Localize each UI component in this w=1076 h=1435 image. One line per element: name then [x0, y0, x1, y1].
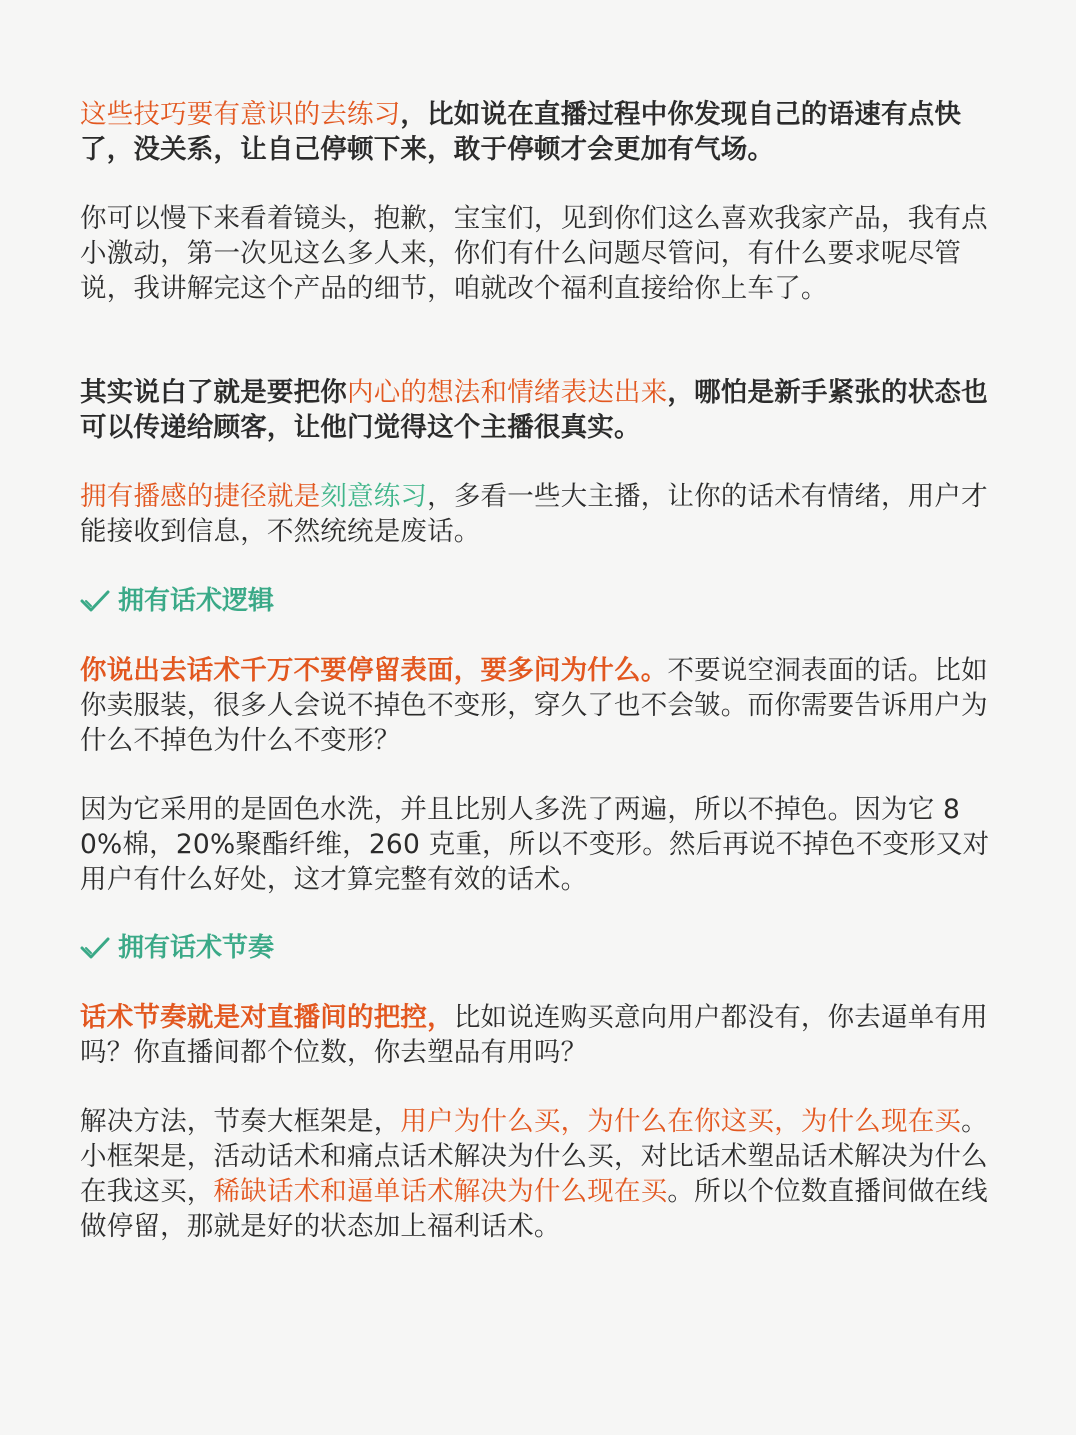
checkmark-icon: [80, 935, 110, 961]
body-text: 不要说空洞表面的话。比如你卖服装，很多人会说不掉色不变形，穿久了也不会皱。而你需要告诉用户为什么不掉色为什么不变形？: [80, 655, 988, 756]
body-text: 其实说白了就是要把你: [80, 377, 347, 408]
highlight-green-text: 刻意练习: [320, 481, 428, 512]
checkmark-icon: [80, 588, 110, 614]
heading-text: 拥有话术节奏: [118, 933, 275, 963]
section-heading-rhythm: [80, 930, 1000, 966]
paragraph-rhythm-control: [80, 1000, 1000, 1070]
paragraph-practice: [80, 97, 1000, 167]
body-text: 。小框架是，活动话术和痛点话术解决为什么买，对比话术塑品话术解决为什么在我这买，: [80, 1106, 988, 1207]
highlight-text: 拥有播感的捷径就是: [80, 481, 321, 512]
body-text: 。所以个位数直播间做在线做停留，那就是好的状态加上福利话术。: [80, 1176, 988, 1242]
highlight-text: 稀缺话术和逼单话术解决为什么现在买: [213, 1176, 668, 1207]
paragraph-why: [80, 653, 1000, 758]
section-heading-logic: [80, 583, 1000, 619]
paragraph-example-speech: [80, 201, 1000, 306]
paragraph-solution: [80, 1104, 1000, 1244]
highlight-text: 用户为什么买，为什么在你这买，为什么现在买: [400, 1106, 962, 1137]
paragraph-express-emotion: [80, 375, 1000, 445]
body-text: 比如说连购买意向用户都没有，你去逼单有用吗？你直播间都个位数，你去塑品有用吗？: [80, 1002, 988, 1068]
body-text: 解决方法，节奏大框架是，: [80, 1106, 401, 1137]
body-text: 你可以慢下来看着镜头，抱歉，宝宝们，见到你们这么喜欢我家产品，我有点小激动，第一次见这么多人来，你们有什么问题尽管问，有什么要求呢尽管说，我讲解完这个产品的细节，咱就改个福利直接给你上车了。: [80, 203, 988, 304]
highlight-text: 内心的想法和情绪表达出来: [347, 377, 668, 408]
body-text: ，比如说在直播过程中你发现自己的语速有点快了，没关系，让自己停顿下来，敢于停顿才会更加有气场。: [80, 99, 962, 165]
paragraph-broadcast-sense: [80, 479, 1000, 549]
body-text: 因为它采用的是固色水洗，并且比别人多洗了两遍，所以不掉色。因为它 80%棉，20%聚酯纤维，260 克重，所以不变形。然后再说不掉色不变形又对用户有什么好处，这才算完整有效的话术。: [80, 794, 990, 895]
heading-text: 拥有话术逻辑: [118, 586, 275, 616]
paragraph-clothing-example: [80, 792, 1000, 897]
body-text: ，多看一些大主播，让你的话术有情绪，用户才能接收到信息，不然统统是废话。: [80, 481, 988, 547]
highlight-text: 话术节奏就是对直播间的把控，: [80, 1002, 454, 1033]
highlight-text: 你说出去话术千万不要停留表面，要多问为什么。: [80, 655, 668, 686]
highlight-text: 这些技巧要有意识的去练习: [80, 99, 401, 130]
body-text: ，哪怕是新手紧张的状态也可以传递给顾客，让他门觉得这个主播很真实。: [80, 377, 988, 443]
